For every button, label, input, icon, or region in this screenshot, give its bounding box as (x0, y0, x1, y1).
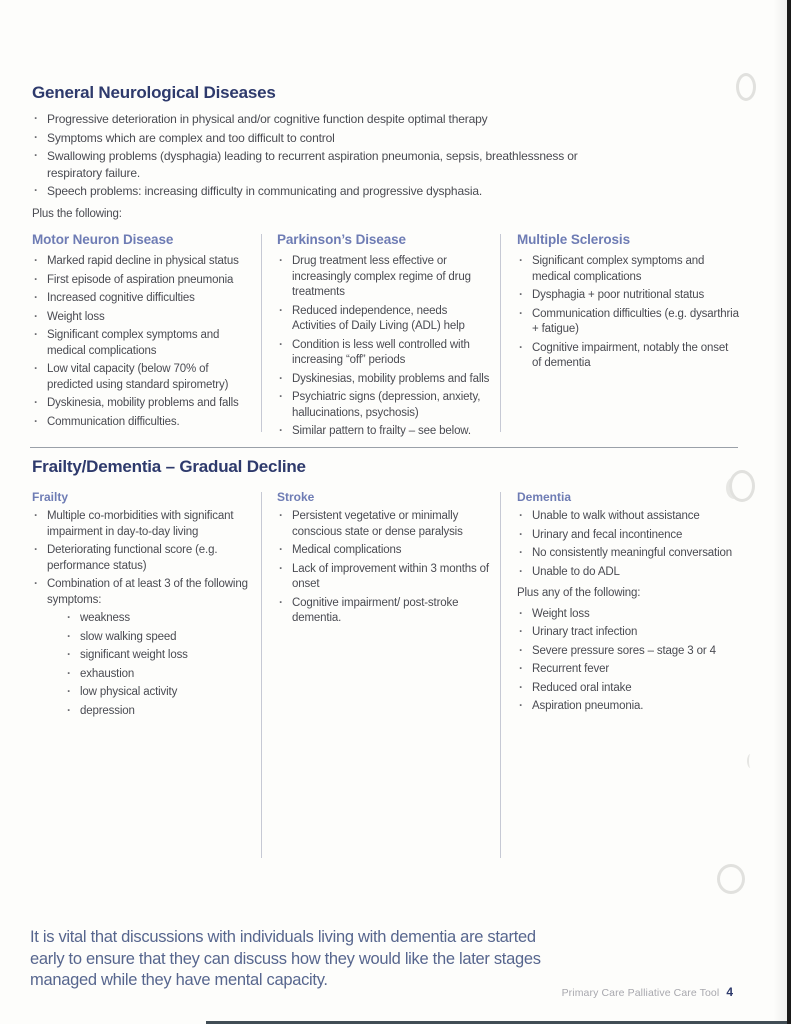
list-item: · Urinary tract infection (517, 625, 741, 641)
bullet-list (517, 509, 741, 580)
column-title: Parkinson’s Disease (277, 232, 406, 247)
column-parkinsons-disease (277, 232, 491, 443)
footer-label: Primary Care Palliative Care Tool (561, 987, 720, 999)
list-item: · Weight loss (32, 310, 248, 326)
list-item: · Dyskinesia, mobility problems and falls (32, 396, 248, 412)
column-stroke (277, 490, 491, 630)
dementia-discussion-note: It is vital that discussions with individuals living with dementia are started early to ensure that they can discuss how they would like the later stages managed while they have mental capacity. (30, 928, 541, 989)
page-edge-shadow (773, 0, 787, 1024)
bullet-list (32, 509, 252, 608)
bullet-list (32, 254, 248, 430)
column-dementia (517, 490, 741, 718)
list-item: · Unable to do ADL (517, 565, 741, 581)
list-item: · Cognitive impairment, notably the onset of dementia (517, 341, 739, 372)
list-item: · Swallowing problems (dysphagia) leading to recurrent aspiration pneumonia, sepsis, breathlessness or respiratory failure. (32, 148, 588, 181)
column-title: Stroke (277, 490, 315, 504)
list-item: · exhaustion (65, 667, 252, 683)
list-item: · No consistently meaningful conversation (517, 546, 741, 562)
list-item: · Severe pressure sores – stage 3 or 4 (517, 644, 741, 660)
list-item: · Similar pattern to frailty – see below. (277, 424, 491, 440)
bullet-list (517, 254, 739, 372)
list-item: · Recurrent fever (517, 662, 741, 678)
page-number: 4 (726, 985, 733, 999)
column-title: Motor Neuron Disease (32, 232, 174, 247)
bullet-list (277, 509, 491, 627)
list-item: · Combination of at least 3 of the following symptoms: (32, 577, 252, 608)
list-item: · Communication difficulties (e.g. dysarthria + fatigue) (517, 307, 739, 338)
list-item: · Low vital capacity (below 70% of predicted using standard spirometry) (32, 362, 248, 393)
list-item: · Dyskinesias, mobility problems and falls (277, 372, 491, 388)
list-item: · Communication difficulties. (32, 415, 248, 431)
binding-mark-icon (736, 73, 756, 101)
list-item: · First episode of aspiration pneumonia (32, 273, 248, 289)
list-item: · Urinary and fecal incontinence (517, 528, 741, 544)
list-item: · Cognitive impairment/ post-stroke dementia. (277, 596, 491, 627)
column-divider (500, 492, 501, 858)
list-item: · Medical complications (277, 543, 491, 559)
column-title: Multiple Sclerosis (517, 232, 630, 247)
column-title: Frailty (32, 490, 69, 504)
list-item: · Reduced oral intake (517, 681, 741, 697)
list-item: · weakness (65, 611, 252, 627)
list-item: · Deteriorating functional score (e.g. performance status) (32, 543, 252, 574)
binding-mark-icon (717, 864, 745, 894)
list-item: · Drug treatment less effective or increasingly complex regime of drug treatments (277, 254, 491, 301)
list-item: · Reduced independence, needs Activities of Daily Living (ADL) help (277, 304, 491, 335)
list-item: · Multiple co-morbidities with significant impairment in day-to-day living (32, 509, 252, 540)
column-divider (261, 234, 262, 432)
list-item: · depression (65, 704, 252, 720)
list-item: · Weight loss (517, 607, 741, 623)
bullet-list (277, 254, 491, 440)
list-item: · Progressive deterioration in physical and/or cognitive function despite optimal therapy (32, 111, 588, 128)
list-item: · Significant complex symptoms and medical complications (517, 254, 739, 285)
list-item: · Symptoms which are complex and too difficult to control (32, 130, 588, 147)
scan-edge (787, 0, 791, 1024)
column-divider (261, 492, 262, 858)
section-title: Frailty/Dementia – Gradual Decline (32, 457, 306, 476)
list-item: · Condition is less well controlled with increasing “off” periods (277, 338, 491, 369)
column-motor-neuron-disease (32, 232, 248, 433)
list-item: · Increased cognitive difficulties (32, 291, 248, 307)
list-item: · slow walking speed (65, 630, 252, 646)
list-item: · Lack of improvement within 3 months of onset (277, 562, 491, 593)
column-frailty (32, 490, 252, 722)
list-item: · Marked rapid decline in physical status (32, 254, 248, 270)
plus-following-label: Plus the following: (32, 208, 122, 220)
list-item: · Significant complex symptoms and medical complications (32, 328, 248, 359)
column-divider (500, 234, 501, 432)
sub-bullet-list (65, 611, 252, 719)
page-title: General Neurological Diseases (32, 83, 276, 102)
section-divider (30, 447, 738, 448)
list-item: · significant weight loss (65, 648, 252, 664)
list-item: · low physical activity (65, 685, 252, 701)
bullet-list (517, 607, 741, 715)
binding-mark-icon (729, 470, 755, 502)
binding-mark-icon (747, 754, 754, 768)
list-item: · Psychiatric signs (depression, anxiety, hallucinations, psychosis) (277, 390, 491, 421)
column-multiple-sclerosis (517, 232, 739, 375)
list-item: · Speech problems: increasing difficulty in communicating and progressive dysphasia. (32, 183, 588, 200)
page-footer (562, 983, 733, 1001)
column-title: Dementia (517, 490, 572, 504)
list-item: · Aspiration pneumonia. (517, 699, 741, 715)
intro-bullet-list (32, 111, 588, 202)
list-item: · Unable to walk without assistance (517, 509, 741, 525)
list-item: · Persistent vegetative or minimally conscious state or dense paralysis (277, 509, 491, 540)
plus-any-label: Plus any of the following: (517, 587, 641, 599)
list-item: · Dysphagia + poor nutritional status (517, 288, 739, 304)
